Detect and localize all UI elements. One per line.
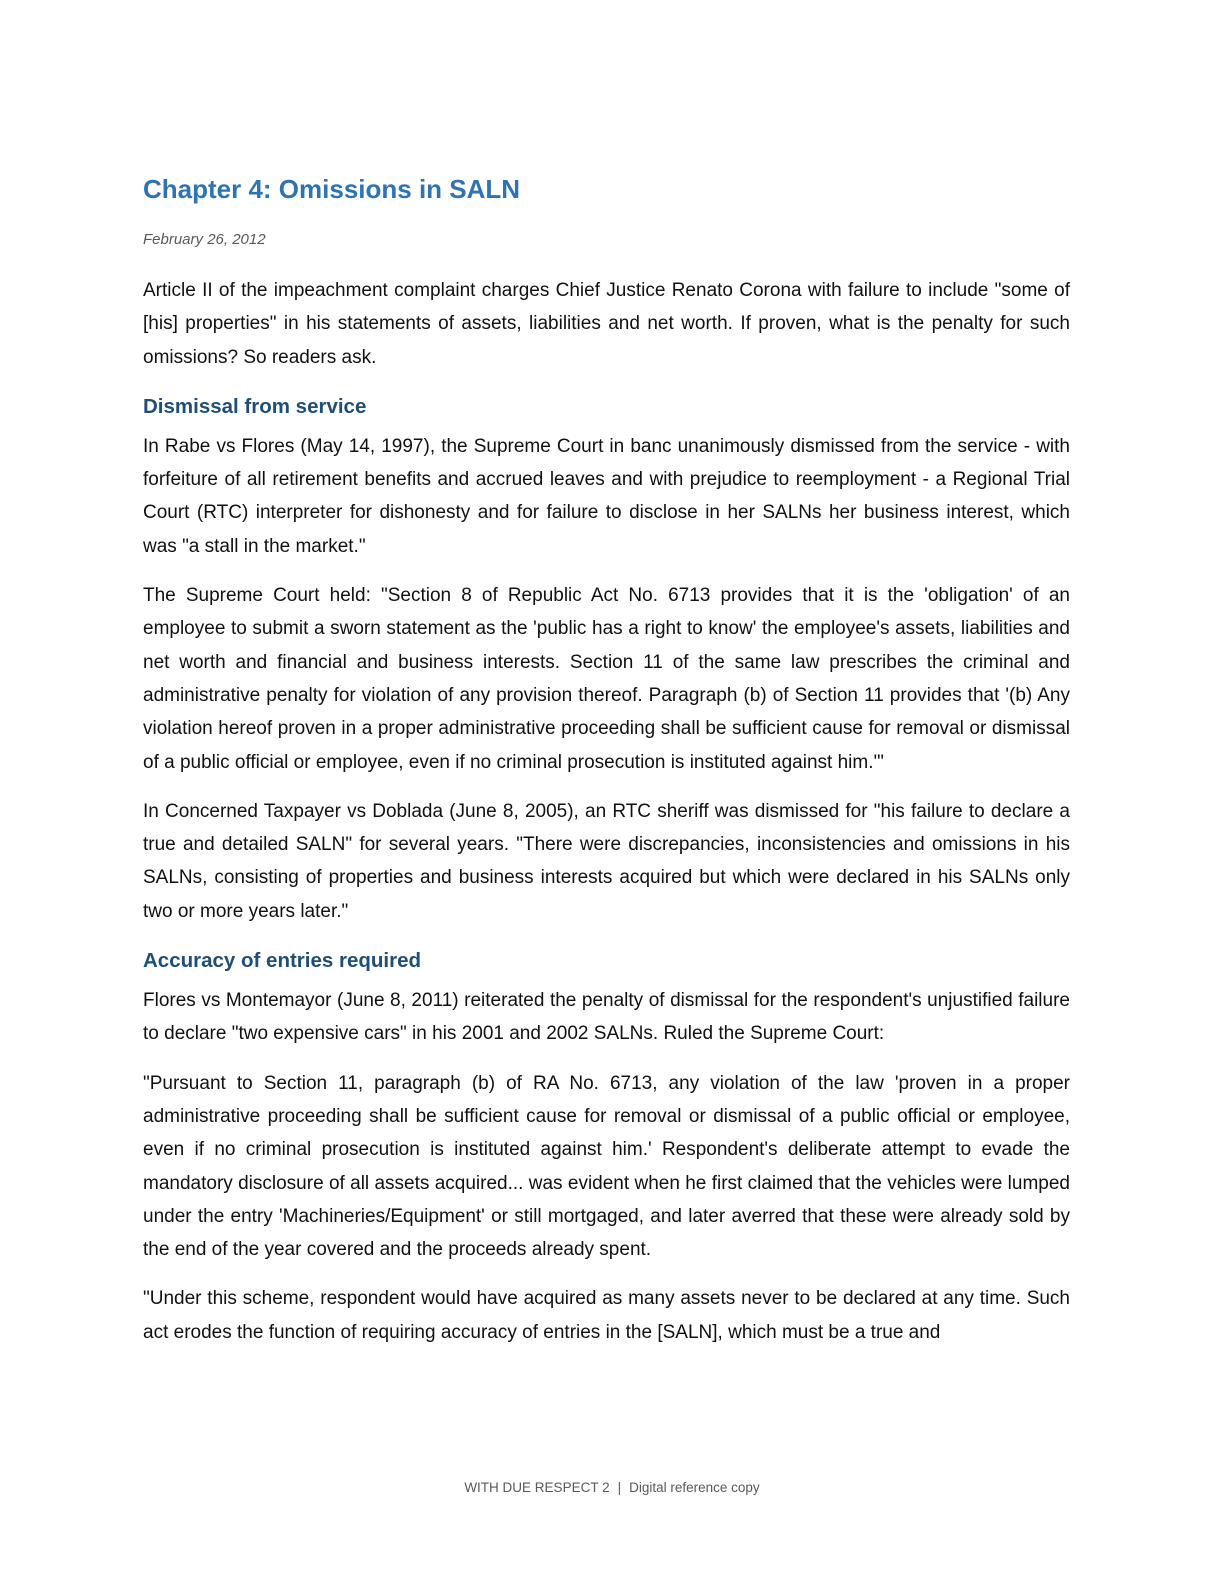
page-footer: [0, 1478, 1224, 1498]
post-date: February 26, 2012: [143, 231, 266, 248]
article-body: [143, 274, 1070, 1365]
paragraph-under-this-scheme: "Under this scheme, respondent would have acquired as many assets never to be declared at any time. Such act erodes the function of requiring accuracy of entries in the [SALN], which must be a true and: [143, 1288, 1070, 1343]
footer-separator: |: [617, 1480, 622, 1495]
footer-note: Digital reference copy: [629, 1480, 760, 1495]
paragraph-concerned-taxpayer: In Concerned Taxpayer vs Doblada (June 8, 2005), an RTC sheriff was dismissed for "his failure to declare a true and detailed SALN" for several years. "There were discrepancies, inconsistencies and omissions in his SALNs, consisting of properties and business interests acquired but which were declared in his SALNs only two or more years later.": [143, 800, 1070, 922]
paragraph-supreme-court-held: The Supreme Court held: "Section 8 of Republic Act No. 6713 provides that it is the 'obligation' of an employee to submit a sworn statement as the 'public has a right to know' the employee's assets, liabilities and net worth and financial and business interests. Section 11 of the same law prescribes the criminal and administrative penalty for violation of any provision thereof. Paragraph (b) of Section 11 provides that '(b) Any violation hereof proven in a proper administrative proceeding shall be sufficient cause for removal or dismissal of a public official or employee, even if no criminal prosecution is instituted against him.'": [143, 585, 1070, 773]
section-heading-dismissal: Dismissal from service: [143, 394, 367, 418]
section-heading-accuracy: Accuracy of entries required: [143, 949, 421, 973]
paragraph-flores-vs-montemayor: Flores vs Montemayor (June 8, 2011) reiterated the penalty of dismissal for the respondent's unjustified failure to declare "two expensive cars" in his 2001 and 2002 SALNs. Ruled the Supreme Court:: [143, 990, 1070, 1045]
chapter-title: Chapter 4: Omissions in SALN: [143, 174, 521, 204]
paragraph-rabe-vs-flores: In Rabe vs Flores (May 14, 1997), the Supreme Court in banc unanimously dismissed from the service - with forfeiture of all retirement benefits and accrued leaves and with prejudice to reemployment - a Regional Trial Court (RTC) interpreter for dishonesty and for failure to disclose in her SALNs her business interest, which was "a stall in the market.": [143, 435, 1070, 557]
document-page: [143, 0, 1070, 1584]
paragraph-pursuant-section-11: "Pursuant to Section 11, paragraph (b) of RA No. 6713, any violation of the law 'proven in a proper administrative proceeding shall be sufficient cause for removal or dismissal of a public official or employee, even if no criminal prosecution is instituted against him.' Respondent's deliberate attempt to evade the mandatory disclosure of all assets acquired... was evident when he first claimed that the vehicles were lumped under the entry 'Machineries/Equipment' or still mortgaged, and later averred that these were already sold by the end of the year covered and the proceeds already spent.: [143, 1072, 1070, 1261]
footer-book-title: WITH DUE RESPECT 2: [464, 1480, 610, 1495]
intro-paragraph: Article II of the impeachment complaint charges Chief Justice Renato Corona with failure to include "some of [his] properties" in his statements of assets, liabilities and net worth. If proven, what is the penalty for such omissions? So readers ask.: [143, 280, 1070, 368]
